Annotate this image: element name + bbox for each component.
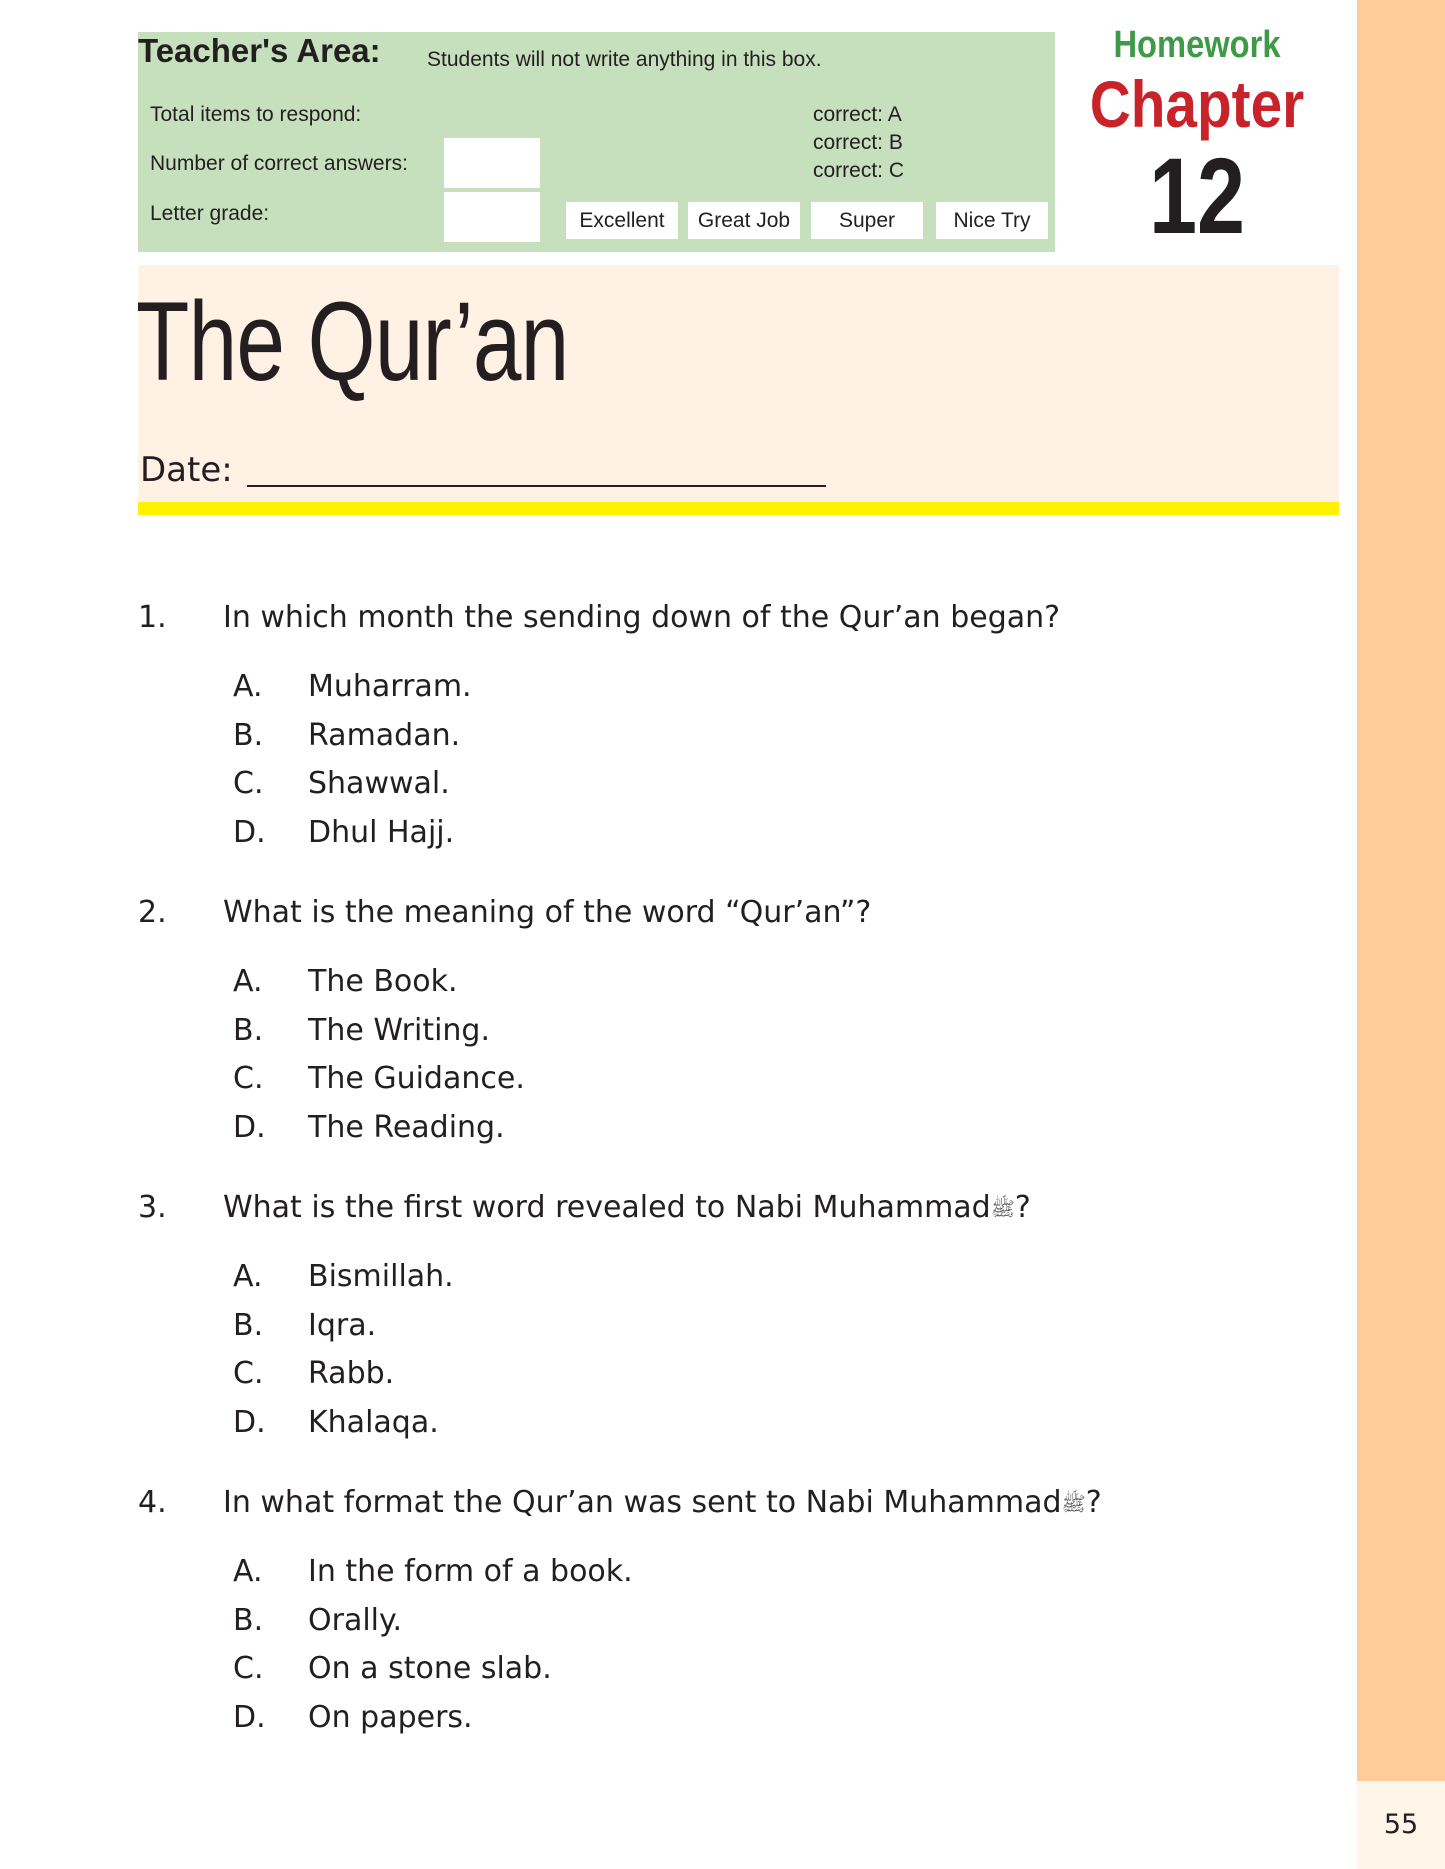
correct-answers-label: Number of correct answers:: [150, 152, 408, 175]
q2-option-c[interactable]: The Guidance.: [308, 1061, 525, 1096]
q1-option-c-letter: C.: [233, 766, 264, 801]
question-3-line: [223, 1190, 1031, 1227]
question-4-line: [223, 1485, 1102, 1522]
q4-option-c[interactable]: On a stone slab.: [308, 1651, 552, 1686]
q2-option-c-letter: C.: [233, 1061, 264, 1096]
page-number: 55: [1383, 1809, 1419, 1840]
teacher-area-title: Teacher's Area:: [138, 32, 381, 69]
q4-option-a[interactable]: In the form of a book.: [308, 1554, 633, 1589]
teacher-area-note: Students will not write anything in this box.: [427, 48, 822, 71]
q2-option-a[interactable]: The Book.: [308, 964, 458, 999]
total-items-label: Total items to respond:: [150, 103, 362, 126]
correct-line-b: correct: B: [813, 131, 903, 154]
q1-option-d[interactable]: Dhul Hajj.: [308, 815, 455, 850]
q2-option-a-letter: A.: [233, 964, 263, 999]
homework-label: Homework: [1113, 24, 1281, 66]
question-4-number: 4.: [138, 1485, 167, 1520]
q3-option-d[interactable]: Khalaqa.: [308, 1405, 439, 1440]
q3-option-c-letter: C.: [233, 1356, 264, 1391]
side-color-band: [1357, 0, 1445, 1781]
grade-super-button[interactable]: Super: [811, 202, 923, 239]
question-2-text: What is the meaning of the word “Qur’an”?: [223, 895, 872, 930]
letter-grade-label: Letter grade:: [150, 202, 270, 225]
q1-option-a[interactable]: Muharram.: [308, 669, 472, 704]
question-2-number: 2.: [138, 895, 167, 930]
q2-option-d-letter: D.: [233, 1110, 266, 1145]
question-1-text: In which month the sending down of the Qur’an began?: [223, 600, 1061, 635]
q4-option-d-letter: D.: [233, 1700, 266, 1735]
q3-option-a-letter: A.: [233, 1259, 263, 1294]
q2-option-b-letter: B.: [233, 1013, 264, 1048]
q2-option-d[interactable]: The Reading.: [308, 1110, 505, 1145]
date-input-line[interactable]: [247, 485, 826, 487]
grade-nice-try-button[interactable]: Nice Try: [936, 202, 1048, 239]
q3-option-a[interactable]: Bismillah.: [308, 1259, 454, 1294]
q4-option-b-letter: B.: [233, 1603, 264, 1638]
date-label: Date:: [140, 450, 233, 490]
honorific-glyph: ﷺ: [1061, 1491, 1086, 1516]
page-title: The Qur’an: [136, 279, 569, 404]
q1-option-b[interactable]: Ramadan.: [308, 718, 461, 753]
q3-option-b-letter: B.: [233, 1308, 264, 1343]
question-3-number: 3.: [138, 1190, 167, 1225]
q3-option-d-letter: D.: [233, 1405, 266, 1440]
q1-option-d-letter: D.: [233, 815, 266, 850]
correct-line-c: correct: C: [813, 159, 905, 182]
q3-option-b[interactable]: Iqra.: [308, 1308, 377, 1343]
q3-option-c[interactable]: Rabb.: [308, 1356, 395, 1391]
grade-excellent-button[interactable]: Excellent: [566, 202, 678, 239]
grade-great-job-button[interactable]: Great Job: [688, 202, 800, 239]
chapter-label: Chapter: [1089, 67, 1305, 141]
yellow-divider: [138, 502, 1339, 515]
chapter-number: 12: [1148, 135, 1246, 256]
q2-option-b[interactable]: The Writing.: [308, 1013, 491, 1048]
honorific-glyph: ﷺ: [990, 1196, 1015, 1221]
q4-option-a-letter: A.: [233, 1554, 263, 1589]
question-4-end: ?: [1085, 1485, 1102, 1520]
question-1-number: 1.: [138, 600, 167, 635]
correct-answers-field[interactable]: [444, 138, 540, 188]
correct-line-a: correct: A: [813, 103, 902, 126]
question-4-text: In what format the Qur’an was sent to Nabi Muhammad: [223, 1485, 1062, 1520]
q4-option-d[interactable]: On papers.: [308, 1700, 473, 1735]
q1-option-c[interactable]: Shawwal.: [308, 766, 450, 801]
question-3-text: What is the first word revealed to Nabi Muhammad: [223, 1190, 991, 1225]
question-3-end: ?: [1014, 1190, 1031, 1225]
q1-option-a-letter: A.: [233, 669, 263, 704]
letter-grade-field[interactable]: [444, 192, 540, 242]
q4-option-b[interactable]: Orally.: [308, 1603, 403, 1638]
q1-option-b-letter: B.: [233, 718, 264, 753]
q4-option-c-letter: C.: [233, 1651, 264, 1686]
